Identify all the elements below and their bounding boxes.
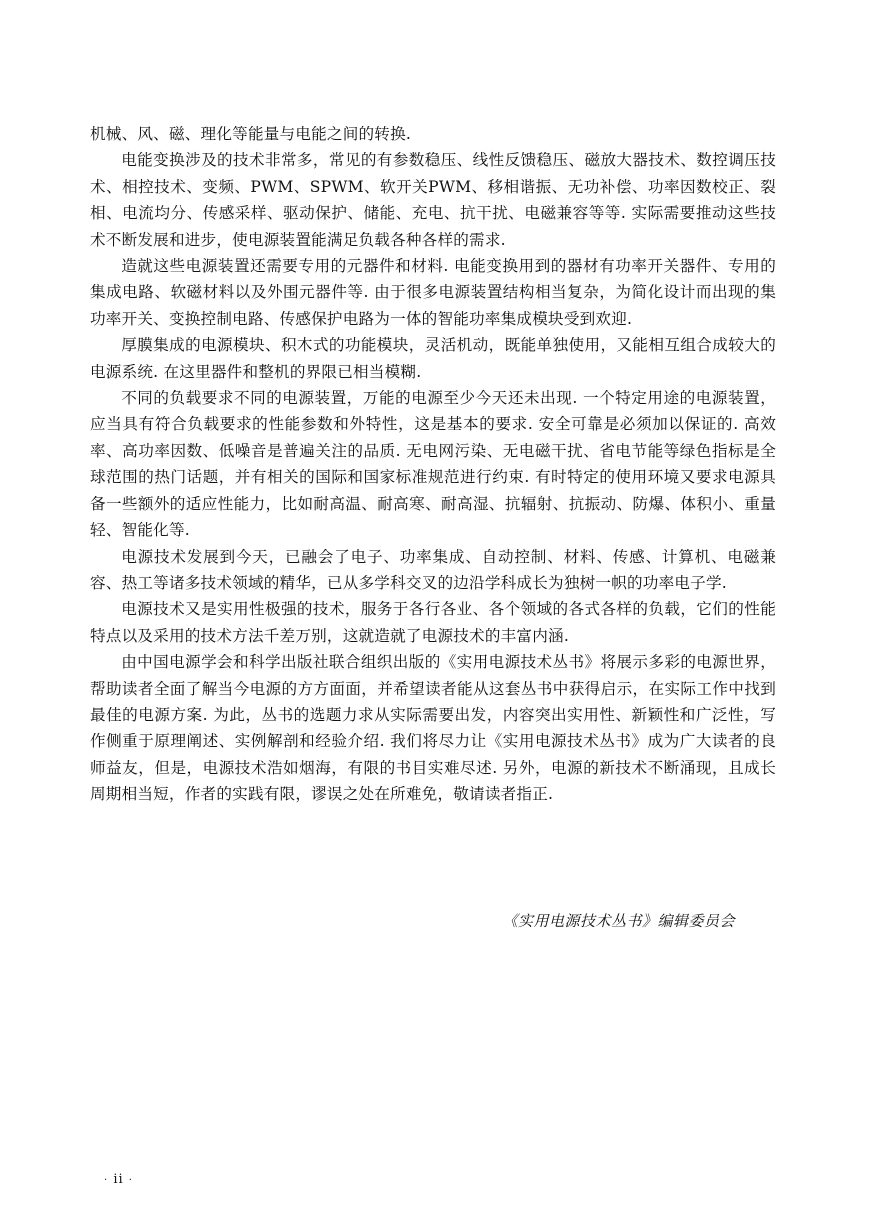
paragraph: 电源技术又是实用性极强的技术，服务于各行各业、各个领域的各式各样的负载，它们的性能特点以及采用的技术方法千差万别，这就造就了电源技术的丰富内涵. xyxy=(90,600,776,645)
paragraph: 造就这些电源装置还需要专用的元器件和材料. 电能变换用到的器材有功率开关器件、专用的集成电路、软磁材料以及外围元器件等. 由于很多电源装置结构相当复杂，为简化设计而出现的集功率开关、变换控制电路、传感保护电路为一体的智能功率集成模块受到欢迎. xyxy=(90,257,776,328)
page-number-footer xyxy=(104,1172,133,1189)
body-text xyxy=(90,121,776,808)
signature: 《实用电源技术丛书》编辑委员会 xyxy=(502,912,735,930)
paragraph: 厚膜集成的电源模块、积木式的功能模块，灵活机动，既能单独使用，又能相互组合成较大的电源系统. 在这里器件和整机的界限已相当模糊. xyxy=(90,336,776,381)
page-number: ii xyxy=(113,1172,124,1187)
paragraph: 由中国电源学会和科学出版社联合组织出版的《实用电源技术丛书》将展示多彩的电源世界，帮助读者全面了解当今电源的方方面面，并希望读者能从这套丛书中获得启示，在实际工作中找到最佳的电源方案. 为此，丛书的选题力求从实际需要出发，内容突出实用性、新颖性和广泛性，写作侧重于原理阐述、实例解剖和经验介绍. 我们将尽力让《实用电源技术丛书》成为广大读者的良师益友，但是，电源技术浩如烟海，有限的书目实难尽述. 另外，电源的新技术不断涌现，且成长周期相当短，作者的实践有限，谬误之处在所难免，敬请读者指正. xyxy=(90,653,776,804)
paragraph: 不同的负载要求不同的电源装置，万能的电源至少今天还未出现. 一个特定用途的电源装置，应当具有符合负载要求的性能参数和外特性，这是基本的要求. 安全可靠是必须加以保证的. 高效率、高功率因数、低噪音是普遍关注的品质. 无电网污染、无电磁干扰、省电节能等绿色指标是全球范围的热门话题，并有相关的国际和国家标准规范进行约束. 有时特定的使用环境又要求电源具备一些额外的适应性能力，比如耐高温、耐高寒、耐高湿、抗辐射、抗振动、防爆、体积小、重量轻、智能化等. xyxy=(90,389,776,540)
paragraph: 机械、风、磁、理化等能量与电能之间的转换. xyxy=(90,125,412,143)
page-number-dot-right: · xyxy=(128,1175,133,1186)
page-number-dot-left: · xyxy=(104,1175,109,1186)
paragraph: 电源技术发展到今天，已融会了电子、功率集成、自动控制、材料、传感、计算机、电磁兼容、热工等诸多技术领域的精华，已从多学科交叉的边沿学科成长为独树一帜的功率电子学. xyxy=(90,547,776,592)
paragraph: 电能变换涉及的技术非常多，常见的有参数稳压、线性反馈稳压、磁放大器技术、数控调压技术、相控技术、变频、PWM、SPWM、软开关PWM、移相谐振、无功补偿、功率因数校正、裂相、电流均分、传感采样、驱动保护、储能、充电、抗干扰、电磁兼容等等. 实际需要推动这些技术不断发展和进步，使电源装置能满足负载各种各样的需求. xyxy=(90,151,776,249)
